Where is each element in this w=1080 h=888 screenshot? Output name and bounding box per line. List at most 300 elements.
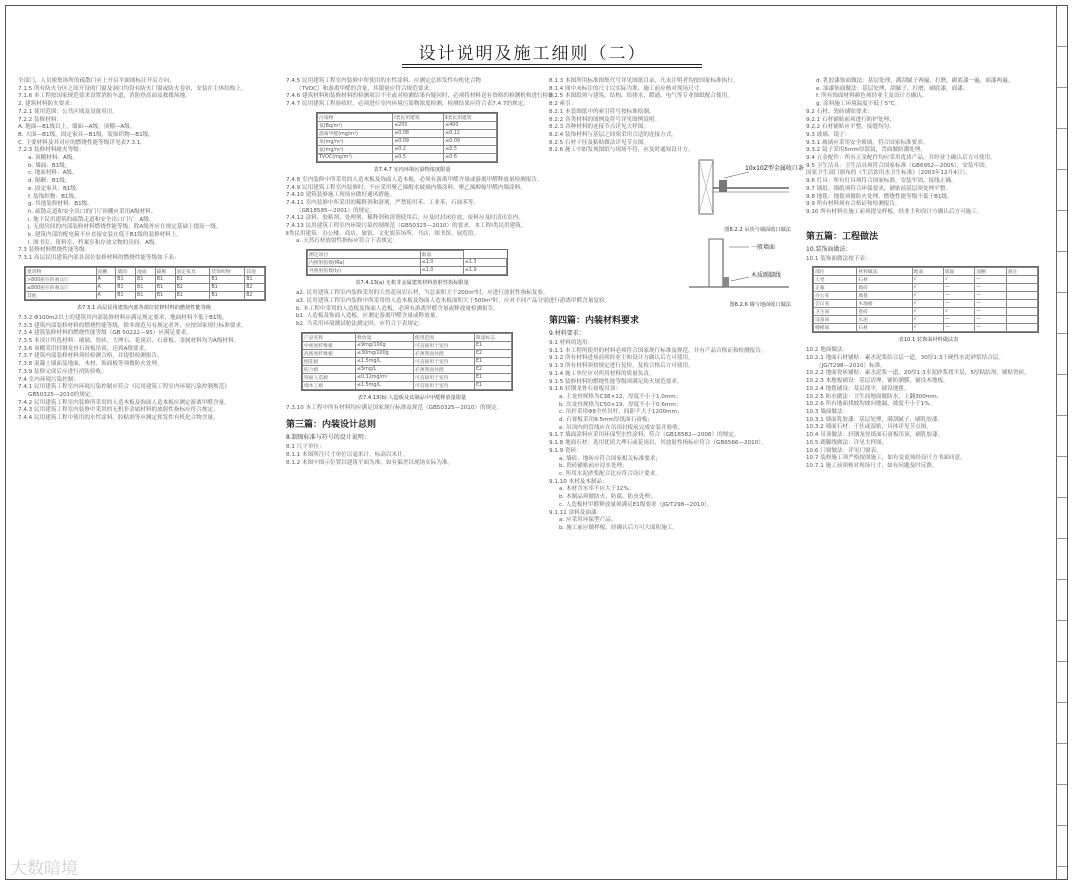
text-line: Ⅱ类民用建筑：办公楼、商店、旅馆、文化娱乐场所、书店、图书馆、展览馆。 [286,230,479,237]
table-pollutant-limits [316,112,498,163]
table-cell: B1 [116,275,136,283]
page-title: 设计说明及施工细则（二） [418,44,647,64]
table-cell: B1 [116,291,136,299]
table-cell: — [943,292,974,300]
text-line: 9.4 五金配件：所有五金配件均应采用优质产品，并经业主确认后方可使用。 [806,155,996,162]
text-line: e. 固定家具：B1级。 [28,185,82,192]
text-line: g. 其他装修材料：B1级。 [28,201,93,208]
table-cell [1006,292,1037,300]
table-finishes-caption: 表10.1 装饰面材料做法表 [898,337,959,344]
text-line: 7.4.13 民用建筑工程室内环境污染控制规范（GB50325—2010）的要求，本工程Ⅰ类民用建筑。 [286,223,527,230]
table-cell: E1 [474,373,511,381]
table-cell: 游离甲醛(mg/m³) [318,129,393,137]
text-line: 9.1.6 轻钢龙骨石膏板吊顶： [549,386,621,393]
text-line: 2. 建筑材料防火要求： [18,101,76,108]
text-line: 9.2.2 石材铺贴应平整，接缝均匀。 [806,124,895,131]
title-underline [402,64,702,65]
table-row [26,291,265,299]
text-line: b. 木制品须做防火、防腐、防虫处理； [559,494,656,501]
text-line: 8.1.4 图中未标注的尺寸以实际为准，施工前应核对现场尺寸。 [549,85,705,92]
text-line: f. 所有饰面材料颜色须经业主及设计方确认。 [816,93,928,100]
table-cell: E2 [474,349,511,357]
table-cell: ≤0.09 [393,137,444,145]
table-cell: 卫生间 [814,308,857,316]
text-line: 8.2.2 各类材料的图例及符号详见图例说明。 [549,116,661,123]
table-row [303,333,512,341]
text-line: a. 应采用环保型产品； [559,517,617,524]
text-line: a. 天然石材放射性指标应符合下表规定： [296,238,399,245]
text-line: 7.3.6 顶棚采用轻钢龙骨石膏板吊顶，达到A级要求。 [18,345,150,352]
text-line: 8.2.5 石材干挂及粘贴做法详见节点图。 [549,139,649,146]
text-line: 9.1.11 涂料及油漆： [549,509,603,516]
table-row [318,121,497,129]
table-cell: 瓷砖 [857,308,912,316]
table-radiation-caption: 表7.4.13(a) 无机非金属建筑材料放射性指标限量 [355,280,469,287]
text-line: （GB18585—2001）的规定。 [296,207,376,214]
text-line: 7.4 室内环境污染控制： [18,376,80,383]
table-cell: ≤0.12 [444,129,497,137]
text-line: 9.10 所有材料在施工前须提交样板，经业主和设计方确认后方可施工。 [806,208,983,215]
table-cell: 水泥 [857,316,912,324]
text-line: 8.2 索引： [549,101,577,108]
table-cell: B1 [245,275,265,283]
table-cell: A [96,291,116,299]
table-cell: ≤0.2 [393,145,444,153]
table-cell: Ⅰ类民用建筑 [393,113,444,121]
table-cell: B1 [210,275,245,283]
table-cell: — [975,292,1006,300]
text-line: 9.1.1 本工程所使用的材料必须符合国家现行标准及规范，并有产品合格证和检测报告。 [549,347,767,354]
table-cell: ≤0.5 [444,145,497,153]
table-cell: √ [943,276,974,284]
table-row [308,251,507,259]
table-row [26,267,265,275]
text-line: 9.9 所有材料须有合格证和检测报告。 [806,201,901,208]
text-line: C. 主要材料及其对应的燃烧性能等级详见表7.3.1。 [18,139,146,146]
table-cell: 饰面人造板 [303,373,356,381]
table-cell: B1 [155,283,175,291]
table-cell: E1 [474,341,511,349]
text-line: GB50325—2010的规定。 [28,391,97,398]
col3-text [549,78,801,155]
detail-label-trim: 10x10Z型金属收口条 [745,165,804,173]
text-line: 9.6 灯具：所有灯具须符合国家标准，安装牢固，接线正确。 [806,178,957,185]
text-line: 7.4.9 民用建筑工程室内装修时，不应采用聚乙烯醇水玻璃内墙涂料、聚乙烯醇缩甲醛内墙涂料。 [286,184,526,191]
table-cell: — [975,300,1006,308]
col2-text-5 [286,444,538,467]
table-cell: 可直接用于室内 [413,381,474,389]
table-cell: E2 [474,365,511,373]
col1-text [18,78,270,263]
text-line: 9.1.4 施工单位应对所用材料的质量负责。 [549,370,655,377]
col2-text-4 [286,405,538,413]
text-line: 7.4.3 民用建筑工程室内装修中采用的无机非金属材料的放射性指标应符合规定。 [18,407,219,414]
section3-title: 第三篇：内装设计总则 [286,420,377,431]
text-line: h. 疏散走道和安全出口的门厅顶棚应采用A级材料。 [28,208,157,215]
table-cell: 设备间 [814,316,857,324]
section4-subtitle: 9.材料要求： [549,330,585,338]
col3-text-2 [549,340,801,533]
column-1 [18,78,270,878]
table-cell: ≤0.5 [393,153,444,161]
table-cell: 限量 [420,251,463,259]
column-3 [549,78,804,878]
table-cell: B1 [155,275,175,283]
table-cell: ≤0.08 [393,129,444,137]
table-cell: √ [943,308,974,316]
table-cell: 高密度纤维板 [303,349,356,357]
text-line: 7.3.3 建筑内部装修材料的燃烧性能等级，除本规范另有规定者外，应按国家现行标准要求。 [18,322,247,329]
table-cell: ≤800座位的观众厅 [26,283,97,291]
table-cell: 氨(mg/m³) [318,145,393,153]
table-cell: — [943,316,974,324]
table-cell: ≤0.6 [444,153,497,161]
detail-label-skirting: 木质踢脚线 [751,272,782,280]
text-line: j. 无窗房间的内部装修材料燃烧性能等级，除A级外应在规定基础上提高一级。 [28,224,222,231]
table-cell: B1 [155,291,175,299]
text-line: 8.1.2 本图中图示位置以建筑平面为准，如有偏差以现场实际为准。 [286,459,454,466]
table-cell: √ [912,284,943,292]
table-row [814,284,1038,292]
table-cell: B2 [175,283,210,291]
detail-label-wall: 一般墙面 [751,244,776,252]
text-line: l. 图书室、资料室、档案室和存放文物的房间：A级。 [28,239,161,246]
table-row [814,292,1038,300]
table-cell: 外照射指数(Iγ) [308,267,421,275]
table-row [318,129,497,137]
text-line: 7.4.8 室内装修中所采用的人造木板及饰面人造木板，必须有游离甲醛含量或游离甲醛释放量检测报告。 [286,176,543,183]
table-cell: 细木工板 [303,381,356,389]
text-line: 7.4.7 民用建筑工程验收时，必须进行室内环境污染物浓度检测，检测结果应符合表7.4.7的规定。 [286,101,529,108]
text-line: （TVOC）和游离甲醛的含量，其限量应符合规范要求。 [296,85,435,92]
text-line: 7.3.1 高层民用建筑内部各部位装修材料的燃烧性能等级如下表： [18,255,180,262]
text-line: 10.2 地面做法： [806,347,849,354]
table-cell: 木地板 [857,300,912,308]
detail-ceiling-caption: 图8.2.2 吊顶与墙面收口做法 [724,227,791,234]
text-line: a3. 民用建筑工程室内装修中所采用的人造木板及饰面人造木板面积大于500m²时，应对不同产品分别进行游离甲醛含量复验。 [296,297,611,304]
text-line: 9.7 墙纸：墙纸须符合环保要求，铺贴前基层须处理平整。 [806,185,951,192]
text-line: 9.3.1 玻璃应采用安全玻璃，符合国家标准要求。 [806,139,929,146]
table-cell [1006,316,1037,324]
table-cell: ≤30mg/100g [356,349,414,357]
table-row [308,259,507,267]
table-cell: ≤0.12mg/m³ [356,373,414,381]
text-line: 8.1.5 本图纸须与建筑、结构、给排水、暖通、电气等专业图纸配合使用。 [549,93,733,100]
text-line: 9.5 卫生洁具：卫生洁具须符合国家标准（GB6952—2005），安装牢固。 [806,162,991,169]
section5-subtitle: 10.装饰面做法： [806,245,852,253]
text-line: 8.1.3 本图所用标准图集代号详见图纸目录，凡未注明者均按国家标准执行。 [549,78,739,84]
table-cell: — [943,300,974,308]
text-line: e. 油漆饰面做法：基层处理，刮腻子，打磨，刷底漆，面漆。 [816,85,969,92]
table-cell: ≤1.0 [420,267,463,275]
table-cell: Ⅱ类民用建筑 [444,113,497,121]
detail-ceiling-wall [549,158,804,234]
text-line: 全部门，人员密集场所的疏散门应上开启平面图标注开启方向。 [18,78,175,84]
table-cell: 楼梯间 [814,324,857,332]
table-cell: ≤400 [444,121,497,129]
table-cell: B1 [210,283,245,291]
text-line: 9.3.2 镜子采用5mm厚银镜，背面做防潮处理。 [806,147,926,154]
text-line: 7.2.3 装修材料耐火等级： [18,147,85,154]
table-row [303,357,512,365]
table-row [26,275,265,283]
text-line: d. 石膏板采用9.5mm厚纸面石膏板； [559,417,654,424]
table-cell: 地面 [136,267,156,275]
table-cell: B1 [136,275,156,283]
table-cell: ≤0.09 [444,137,497,145]
table-cell: √ [912,300,943,308]
table-cell: 其他 [245,267,265,275]
table-cell: 释放量 [356,333,414,341]
detail-wall-floor [549,237,801,308]
text-line: b2. 当采用环境测试舱法测定时，应符合下表规定： [296,320,425,327]
table-cell: B1 [175,275,210,283]
table-cell: ≤200 [393,121,444,129]
table-fire-rating [24,266,266,301]
text-line: 9.1.8 地面石材：选用优质大理石或花岗岩，其放射性指标应符合（GB6566—2010）。 [549,440,767,447]
table-cell: 可直接用于室内 [413,341,474,349]
text-line: 7.3.2 Φ100m2以上的建筑其内部装修材料应满足规定要求，地面材料不低于B1级。 [18,314,228,321]
table-cell: 中密度纤维板 [303,341,356,349]
text-line: 7.3.4 建筑装修材料的燃烧性能等级（GB 50222—95）应满足要求。 [18,330,192,337]
table-cell: √ [912,276,943,284]
text-line: 8.2.1 本套图纸中的索引符号按标准绘制。 [549,108,655,115]
text-line: 7.3.8 混凝土墙面及地面，木材、饰面板等须做防火处理。 [18,361,163,368]
text-line: b. 瓷砖铺贴前应浸水处理； [559,463,628,470]
table-cell: √ [912,324,943,332]
table-cell [1006,308,1037,316]
table-cell [1006,284,1037,292]
table-cell: 墙面 [116,267,136,275]
text-line: 9.8 地毯：地毯须做防火处理，燃烧性能等级不低于B1级。 [806,193,953,200]
text-line: 9.2.1 石材铺贴前须进行防护处理； [806,116,895,123]
table-cell: — [975,308,1006,316]
section3-subtitle: 8.制图标准与符号的设计说明： [286,434,370,442]
text-line: a. 木材含水率不应大于12%； [559,486,635,493]
table-cell: 苯(mg/m³) [318,137,393,145]
text-line: 7.3.9 装修完成后应进行消防验收。 [18,368,107,375]
table-cell: B2 [245,283,265,291]
table-row [26,283,265,291]
table-cell: 内照射指数(IRa) [308,259,421,267]
table-cell: 备注 [1006,268,1037,276]
text-line: 9.1.10 木材及木制品： [549,478,608,485]
text-line: 7.2.2 装修材料： [18,116,62,123]
table-cell: ≤1.3 [463,259,506,267]
table-row [303,381,512,389]
text-line: b. 施工前应做样板，经确认后方可大面积施工。 [559,524,678,531]
table-formaldehyde-caption: 表7.4.13(b) 人造板及其制品中甲醛释放量限量 [357,394,467,401]
table-cell: B1 [175,291,210,299]
table-cell [1006,300,1037,308]
text-line: 10.4 吊顶做法：轻钢龙骨纸面石膏板吊顶，刷乳胶漆。 [806,432,944,439]
text-line: b. 次龙骨规格为C50×19，厚度不小于0.6mm； [559,401,682,408]
table-row [814,308,1038,316]
text-line: 7.4.5 民用建筑工程室内装修中所使用的水性涂料，应测定总挥发性有机化合物 [286,78,482,84]
text-line: 9.1.7 墙面涂料应采用环保型水性涂料，符合（GB18582—2008）的规定。 [549,432,740,439]
table-cell: — [943,284,974,292]
table-cell [1006,276,1037,284]
text-line: 7.1.5 所有防火分区之间开设的门窗及洞口均设有防火门窗或防火卷帘，安装在主体结构上。 [18,85,247,92]
table-row [814,316,1038,324]
col2-text-2 [286,176,543,246]
text-line: 10.1 装饰面做法按下表： [806,255,871,262]
table-cell: B1 [116,283,136,291]
text-line: e. 吊顶内的管线应在吊顶封板前完成安装并验收。 [559,424,684,431]
text-line: 7.3.7 建筑内部装修材料须经检测合格，并提供检测报告。 [18,353,163,360]
text-line: 7.4.12 涂料、胶粘剂、处理剂、稀释剂和溶剂使用后，应及时封闭存放，废料应及时清出室内。 [286,215,524,222]
table-row [814,268,1038,276]
text-line: A. 地面—B1级以上，墙面—A级，顶棚—A级。 [18,124,136,131]
text-line: 7.3.10 本工程中所有材料均应满足国家现行标准及规范（GB50325—2010）的规定。 [286,404,503,411]
table-cell: √ [912,292,943,300]
table-cell: 装饰织物 [210,267,245,275]
text-line: 国家卫生部门颁布的《生活饮用水卫生标准》（2003年12月4日）。 [806,170,971,177]
text-line: 10.7 装修施工须严格按图施工，如有变更须经设计方书面同意。 [806,455,966,462]
text-line: B. 大面—B1级，固定家具—B1级，装饰织物—B1级。 [18,131,154,138]
table-row [303,373,512,381]
table-cell: 墙面 [943,268,974,276]
table-cell: 走廊 [814,284,857,292]
text-line: 9.3 玻璃、镜子： [806,131,851,138]
table-finishes [812,266,1039,333]
text-line: a. 墙砖、地砖应符合国家相关标准要求； [559,455,662,462]
table-cell: 限量标志 [474,333,511,341]
text-line: k. 建筑内部的配电箱不应直接安装在低于B1级的装修材料上。 [28,232,183,239]
table-cell: 大堂 [814,276,857,284]
section4-title: 第四篇：内装材料要求 [549,316,640,327]
text-line: 10.2.6 所有地面找坡均坡向地漏，坡度不小于1%。 [806,401,936,408]
table-row [303,365,512,373]
table-row [814,276,1038,284]
text-line: 9.1 材料的选用： [549,340,594,347]
watermark-logo: 大数暗境 [10,859,78,879]
table-cell: 产品名称 [303,333,356,341]
table-cell: 可直接用于室内 [413,373,474,381]
table-cell: 地毯 [857,292,912,300]
table-cell [1006,324,1037,332]
table-pollutant-caption: 表7.4.7 室内环境污染物浓度限量 [373,166,451,173]
text-line: 10.3 墙面做法： [806,408,849,415]
text-line: b1. 人造板及饰面人造板，应测定游离甲醛含量或释放量。 [296,313,441,320]
table-row [318,137,497,145]
table-cell: 顶棚 [975,268,1006,276]
table-cell: — [943,324,974,332]
text-line: 10.2.2 地面瓷砖铺贴：素水泥浆一道，20厚1:3水泥砂浆找平层，5厚粘结剂，铺贴瓷砖。 [806,370,1030,377]
text-line: 8.2.6 施工中如发现图纸与现场不符，应及时通知设计方。 [549,147,694,154]
text-line: 10.7.1 施工前须核对现场尺寸，如有问题及时反馈。 [806,462,938,469]
text-line: 7.4.1 民用建筑工程室内环境污染控制应符合《民用建筑工程室内环境污染控制规范》 [18,384,230,391]
table-cell: 固定家具 [175,267,210,275]
table-row [318,113,497,121]
table-cell: 必须饰面处理 [413,365,474,373]
table-cell: 材料做法 [857,268,912,276]
text-line: 8.2.4 装饰材料与基层之间须采用合适的连接方式。 [549,131,677,138]
table-cell: 部位 [814,268,857,276]
text-line: 9.1.2 所有材料进场前须经业主和设计方确认后方可使用。 [549,355,694,362]
text-line: 10.5 踢脚线做法：详见大样图。 [806,439,888,446]
text-line: g. 涂料施工环境温度不低于5℃。 [816,101,901,108]
text-line: c. 地面材料：A级。 [28,170,78,177]
col4-text [806,78,1051,217]
text-line: 7.3.5 本设计所选材料：玻璃、瓷砖、大理石、花岗岩、石膏板、金属材料均为A级材料。 [18,337,240,344]
text-line: 7.1.6 本工程按国家规范要求设置消防车道，消防登高面及救援场地。 [18,93,191,100]
text-line: d. 隔断：B1级。 [28,178,71,185]
table-cell: 氡(Bq/m³) [318,121,393,129]
table-cell: ≤1.9 [463,267,506,275]
table-cell: B1 [210,291,245,299]
text-line: 9.1.9 瓷砖： [549,447,582,454]
text-line: 7.4.11 室内装修中所采用的稀释剂和溶剂，严禁使用苯、工业苯、石油苯等。 [286,199,479,206]
text-line: i. 地下民用建筑的疏散走道和安全出口门厅：A级。 [28,216,155,223]
table-fire-rating-caption: 表7.3.1 高层民用建筑内部各部位装修材料的燃烧性能等级 [76,304,212,311]
table-row [318,153,497,161]
table-cell: 使用范围 [413,333,474,341]
table-cell: E1 [474,357,511,365]
detail-wall-caption: 图8.2.6 墙与地面收口做法 [729,302,791,309]
table-cell: 顶棚 [96,267,116,275]
text-line: 10.2.4 地毯铺设：基层找平，铺设地毯。 [806,385,910,392]
table-cell: — [975,276,1006,284]
text-line: 7.4.10 建筑装修施工现场应做好通风措施。 [286,192,396,199]
text-line: 8.2.3 各种材料的连接节点详见大样图。 [549,124,649,131]
text-line: （JG/T298—2010）标准。 [816,362,886,369]
table-cell: 测定项目 [308,251,421,259]
text-line: 9.1.5 装修材料的燃烧性能等级须满足防火规范要求。 [549,378,683,385]
table-cell: 必须饰面处理 [413,349,474,357]
text-line: f. 装饰织物：B1级。 [28,193,80,200]
col4-text-2 [806,256,1051,264]
text-line: 8.1.1 本图所注尺寸单位以毫米计，标高以米计。 [286,452,409,459]
table-cell: 可直接用于室内 [413,357,474,365]
text-line: b. 本工程中采用的人造板及饰面人造板，必须有游离甲醛含量或释放量检测报告。 [296,305,499,312]
text-line: 7.4.4 民用建筑工程中使用的水性涂料、胶粘剂等应测定挥发性有机化合物含量。 [18,415,219,422]
col2-text [286,78,560,109]
col4-text-3 [806,347,1051,470]
table-row [308,267,507,275]
drawing-sheet [5,5,1068,880]
table-cell: 隔断 [155,267,175,275]
table-cell: 刨花板 [303,357,356,365]
title-block-strip [1056,6,1067,879]
text-line: c. 人造板材甲醛释放量须满足E1级要求（JG/T298—2010）。 [559,501,713,508]
table-cell: ≤5mg/L [356,365,414,373]
table-cell: E1 [474,381,511,389]
table-row [814,300,1038,308]
table-row [318,145,497,153]
table-cell: A [96,283,116,291]
table-cell: √ [912,308,943,316]
text-line: 10.2.5 防水做法：卫生间地面做防水，上翻300mm。 [806,393,943,400]
table-formaldehyde-limits [301,332,513,391]
text-line: 10.3.1 墙面乳胶漆：基层处理，满刮腻子，刷乳胶漆。 [806,416,944,423]
text-line: 10.6 门窗做法：详见门窗表。 [806,447,882,454]
table-cell: 会议室 [814,300,857,308]
text-line: 8.1 尺寸单位： [286,444,325,451]
table-cell: 地面 [912,268,943,276]
table-cell: ≤9mg/100g [356,341,414,349]
column-4 [806,78,1051,878]
table-cell: 石材 [857,324,912,332]
table-cell: 办公室 [814,292,857,300]
table-cell: 胶合板 [303,365,356,373]
text-line: 10.2.3 木地板铺设：基层清理，铺防潮膜，铺设木地板。 [806,378,949,385]
table-cell: 建筑物 [26,267,97,275]
text-line: d. 乳胶漆饰面做法：基层处理，满刮腻子两遍，打磨，刷底漆一遍，面漆两遍。 [816,78,1014,84]
table-cell: — [975,316,1006,324]
text-line: 10.2.1 地面石材铺贴：素水泥浆结合层一道，30厚1:3干硬性水泥砂浆结合层。 [806,355,1004,362]
text-line: a. 主龙骨规格为C38×12，厚度不小于1.0mm； [559,393,682,400]
